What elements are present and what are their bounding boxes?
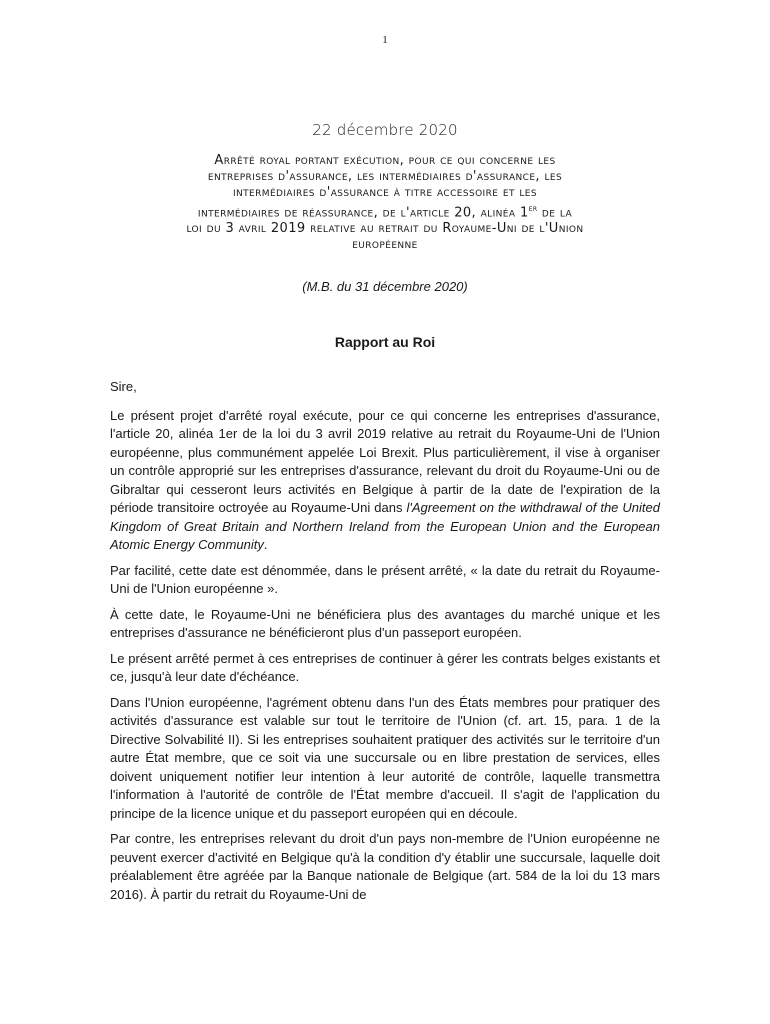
title-line-text: de la xyxy=(537,205,573,221)
paragraph: Par contre, les entreprises relevant du droit d'un pays non-membre de l'Union européenne ne peuvent exercer d'activité en Belgique qu'à la condition d'y établir une succursale, laquelle doit préalablement être agréée par la Banque nationale de Belgique (art. 584 de la loi du 13 mars 2016). À partir du retrait du Royaume-Uni de xyxy=(110,831,660,902)
moniteur-reference: (M.B. du 31 décembre 2020) xyxy=(302,279,468,294)
title-line-text: intermédiaires de réassurance, de l'article 20, alinéa 1 xyxy=(197,205,529,221)
title-line: loi du 3 avril 2019 relative au retrait du Royaume-Uni de l'Union xyxy=(186,221,584,237)
paragraph xyxy=(110,407,660,555)
report-body xyxy=(110,378,660,911)
document-title xyxy=(100,153,670,253)
title-line: européenne xyxy=(352,237,418,253)
paragraph-text: . xyxy=(263,537,268,552)
page-number: 1 xyxy=(382,34,388,46)
paragraph-text: Le présent projet d'arrêté royal exécute, pour ce qui concerne les entreprises d'assurance, l'article 20, alinéa 1er de la loi du 3 avril 2019 relative au retrait du Royaume-Uni de l'Union européenne, plus communément appelée Loi Brexit. Plus particulièrement, il vise à organiser un contrôle approprié sur les entreprises d'assurance, relevant du droit du Royaume-Uni ou de Gibraltar qui cesseront leurs activités en Belgique à partir de la date de l'expiration de la période transitoire octroyée au Royaume-Uni dans xyxy=(110,407,660,515)
paragraph: Le présent arrêté permet à ces entreprises de continuer à gérer les contrats belges existants et ce, jusqu'à leur date d'échéance. xyxy=(110,650,660,684)
section-heading: Rapport au Roi xyxy=(334,334,436,350)
paragraph: Par facilité, cette date est dénommée, dans le présent arrêté, « la date du retrait du Royaume-Uni de l'Union européenne ». xyxy=(110,562,660,596)
title-line: intermédiaires d'assurance à titre accessoire et les xyxy=(232,185,538,200)
title-line xyxy=(100,201,670,221)
ordinal-superscript: er xyxy=(528,204,538,213)
title-line: Arrêté royal portant exécution, pour ce qui concerne les xyxy=(214,153,556,168)
document-date: 22 décembre 2020 xyxy=(312,121,458,139)
salutation: Sire, xyxy=(110,379,137,394)
paragraph: À cette date, le Royaume-Uni ne bénéficiera plus des avantages du marché unique et les entreprises d'assurance ne bénéficieront plus d'un passeport européen. xyxy=(110,606,660,640)
paragraph: Dans l'Union européenne, l'agrément obtenu dans l'un des États membres pour pratiquer des activités d'assurance est valable sur tout le territoire de l'Union (cf. art. 15, para. 1 de la Directive Solvabilité II). Si les entreprises souhaitent pratiquer des activités sur le territoire d'un autre État membre, que ce soit via une succursale ou en libre prestation de services, elles doivent uniquement notifier leur intention à leur autorité de contrôle, laquelle transmettra l'information à l'autorité de contrôle de l'État membre d'accueil. Il s'agit de l'application du principe de la licence unique et du passeport européen qui en découle. xyxy=(110,694,660,821)
agreement-title: l'Agreement on the withdrawal of the United Kingdom of Great Britain and Northern Ireland from the European Union and the European Atomic Energy Community xyxy=(110,500,660,552)
title-line: entreprises d'assurance, les intermédiaires d'assurance, les xyxy=(207,169,563,184)
